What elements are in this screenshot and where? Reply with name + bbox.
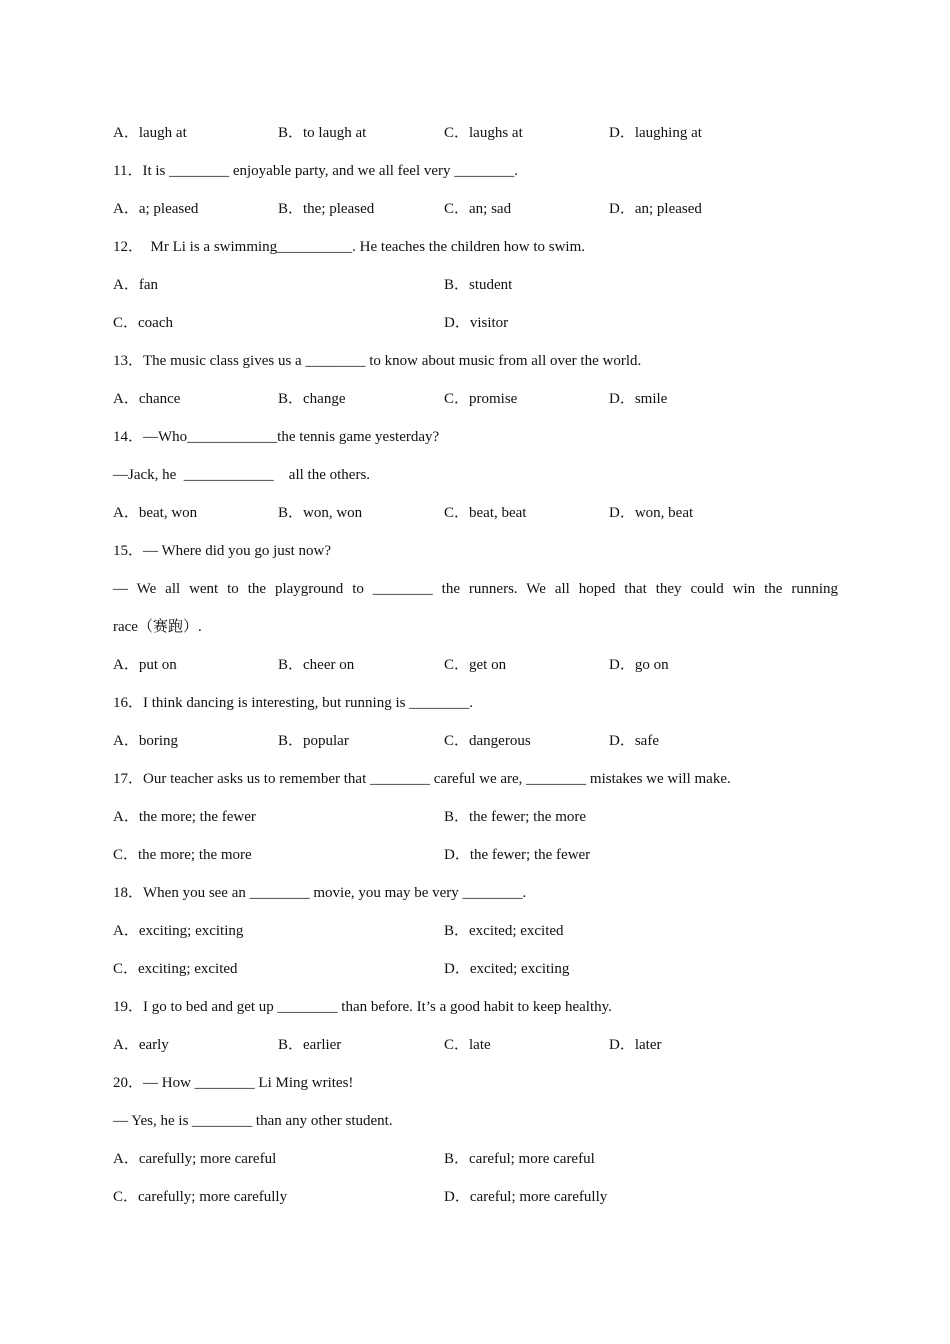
q18-option-d[interactable]: D．excited; exciting	[444, 961, 570, 977]
q17-option-b[interactable]: B．the fewer; the more	[444, 809, 587, 825]
q18-option-c[interactable]: C．exciting; excited	[113, 961, 238, 977]
q11-option-d[interactable]: D．an; pleased	[609, 201, 702, 217]
q12-options-row-1	[113, 275, 838, 295]
q15-stem-3: race（赛跑）.	[113, 619, 202, 635]
q12-option-d[interactable]: D．visitor	[444, 315, 509, 331]
q13-options-row	[113, 389, 838, 409]
q11-options-row	[113, 199, 838, 219]
q17-option-c[interactable]: C．the more; the more	[113, 847, 252, 863]
q12-option-b[interactable]: B．student	[444, 277, 513, 293]
q17-option-d[interactable]: D．the fewer; the fewer	[444, 847, 591, 863]
q13-option-a[interactable]: A．chance	[113, 391, 181, 407]
q11-option-a[interactable]: A．a; pleased	[113, 201, 199, 217]
q15-stem-2: — We all went to the playground to ________ the runners. We all hoped that they could win the running	[113, 581, 838, 597]
q17-option-a[interactable]: A．the more; the fewer	[113, 809, 256, 825]
q10-option-d[interactable]: D．laughing at	[609, 125, 702, 141]
q19-stem: 19．I go to bed and get up ________ than before. It’s a good habit to keep healthy.	[113, 999, 612, 1015]
q18-options-row-1	[113, 921, 838, 941]
q10-option-c[interactable]: C．laughs at	[444, 125, 523, 141]
q10-option-a[interactable]: A．laugh at	[113, 125, 187, 141]
q11-option-b[interactable]: B．the; pleased	[278, 201, 375, 217]
q19-options-row	[113, 1035, 838, 1055]
q19-option-b[interactable]: B．earlier	[278, 1037, 342, 1053]
q12-options-row-2	[113, 313, 838, 333]
q19-option-d[interactable]: D．later	[609, 1037, 662, 1053]
q10-options-row	[113, 123, 838, 143]
q11-stem: 11．It is ________ enjoyable party, and we all feel very ________.	[113, 163, 519, 179]
q15-option-a[interactable]: A．put on	[113, 657, 177, 673]
q20-options-row-1	[113, 1149, 838, 1169]
q12-option-c[interactable]: C．coach	[113, 315, 173, 331]
q11-option-c[interactable]: C．an; sad	[444, 201, 512, 217]
q20-option-b[interactable]: B．careful; more careful	[444, 1151, 595, 1167]
q18-options-row-2	[113, 959, 838, 979]
q13-stem: 13．The music class gives us a ________ to know about music from all over the world.	[113, 353, 642, 369]
q17-options-row-2	[113, 845, 838, 865]
q20-options-row-2	[113, 1187, 838, 1207]
q20-option-d[interactable]: D．careful; more carefully	[444, 1189, 608, 1205]
q20-option-a[interactable]: A．carefully; more careful	[113, 1151, 277, 1167]
q14-option-c[interactable]: C．beat, beat	[444, 505, 527, 521]
q14-options-row	[113, 503, 838, 523]
q19-option-c[interactable]: C．late	[444, 1037, 491, 1053]
q18-stem: 18．When you see an ________ movie, you may be very ________.	[113, 885, 527, 901]
q16-option-d[interactable]: D．safe	[609, 733, 659, 749]
q15-options-row	[113, 655, 838, 675]
q19-option-a[interactable]: A．early	[113, 1037, 169, 1053]
q14-stem-2: —Jack, he ____________ all the others.	[113, 467, 371, 483]
q16-option-b[interactable]: B．popular	[278, 733, 349, 749]
q13-option-c[interactable]: C．promise	[444, 391, 518, 407]
q14-stem: 14．—Who____________the tennis game yesterday?	[113, 429, 440, 445]
q17-options-row-1	[113, 807, 838, 827]
q16-stem: 16．I think dancing is interesting, but running is ________.	[113, 695, 473, 711]
q12-stem: 12． Mr Li is a swimming__________. He teaches the children how to swim.	[113, 239, 586, 255]
q12-option-a[interactable]: A．fan	[113, 277, 158, 293]
q16-option-c[interactable]: C．dangerous	[444, 733, 531, 749]
q15-option-c[interactable]: C．get on	[444, 657, 507, 673]
q16-option-a[interactable]: A．boring	[113, 733, 178, 749]
q20-stem: 20．— How ________ Li Ming writes!	[113, 1075, 354, 1091]
q15-option-b[interactable]: B．cheer on	[278, 657, 355, 673]
q13-option-d[interactable]: D．smile	[609, 391, 668, 407]
q20-option-c[interactable]: C．carefully; more carefully	[113, 1189, 288, 1205]
q18-option-a[interactable]: A．exciting; exciting	[113, 923, 244, 939]
q20-stem-2: — Yes, he is ________ than any other student.	[113, 1113, 393, 1129]
q15-option-d[interactable]: D．go on	[609, 657, 669, 673]
q10-option-b[interactable]: B．to laugh at	[278, 125, 367, 141]
q18-option-b[interactable]: B．excited; excited	[444, 923, 564, 939]
q14-option-a[interactable]: A．beat, won	[113, 505, 198, 521]
q16-options-row	[113, 731, 838, 751]
q15-stem: 15．— Where did you go just now?	[113, 543, 332, 559]
q14-option-d[interactable]: D．won, beat	[609, 505, 694, 521]
q17-stem: 17．Our teacher asks us to remember that ________ careful we are, ________ mistakes we will make.	[113, 771, 731, 787]
q13-option-b[interactable]: B．change	[278, 391, 346, 407]
q14-option-b[interactable]: B．won, won	[278, 505, 363, 521]
